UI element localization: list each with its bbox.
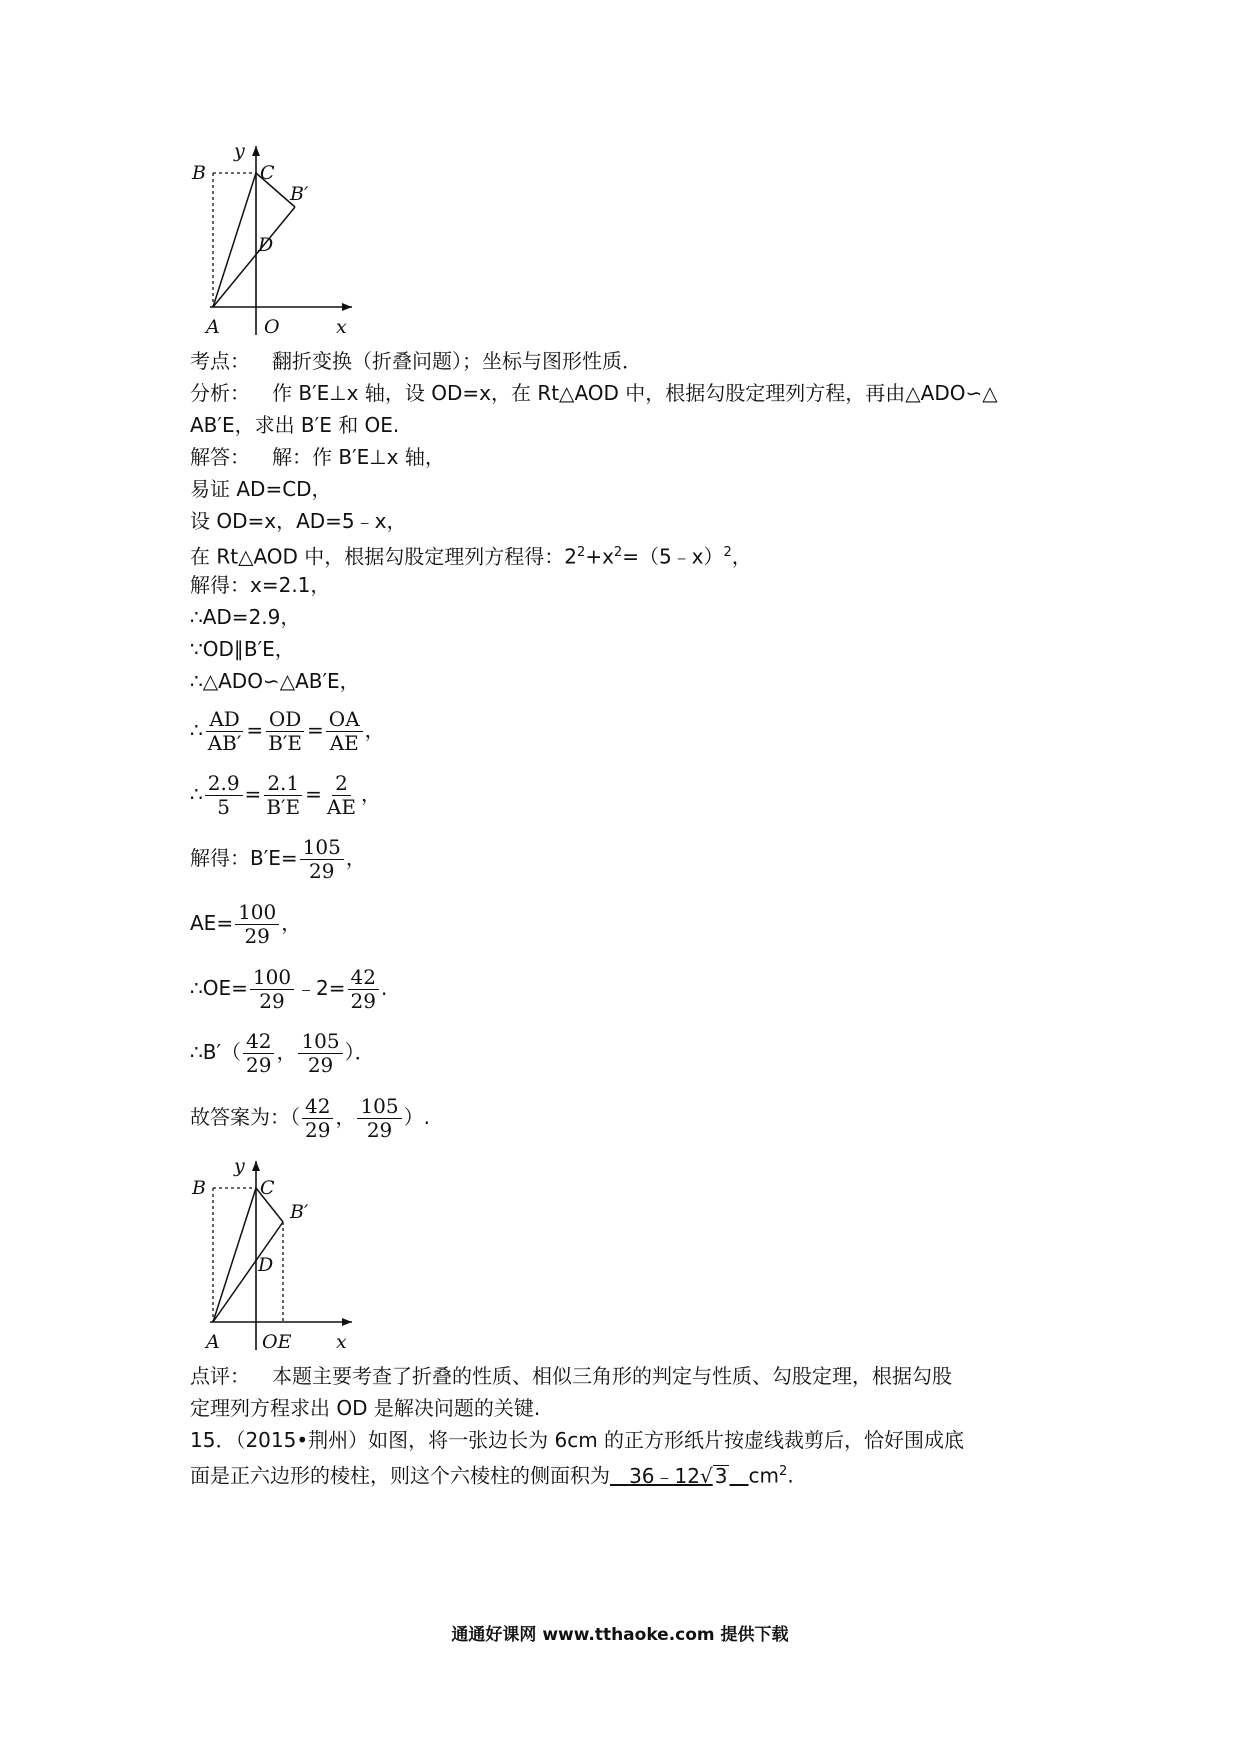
- fraction: [205, 772, 243, 819]
- fenxi-line-1: [190, 380, 998, 406]
- label-y: y: [234, 140, 245, 162]
- equals: =: [305, 782, 322, 806]
- numerator: 2.1: [264, 772, 302, 796]
- numerator: OA: [326, 708, 363, 732]
- comma: ，: [360, 782, 381, 806]
- exponent: 2: [779, 1464, 788, 1479]
- fraction: [298, 1030, 342, 1077]
- numerator: 42: [348, 966, 379, 990]
- numerator: OD: [266, 708, 304, 732]
- jieda-text-1: 解：作 B′E⊥x 轴，: [272, 445, 445, 469]
- ae-line: [190, 898, 301, 948]
- solve-text: 解得：B′E=: [190, 846, 298, 870]
- jieda-line-4-text: 在 Rt△AOD 中，根据勾股定理列方程得：2: [190, 544, 578, 569]
- comma: ，: [281, 911, 302, 935]
- footer: 通通好课网 www.tthaoke.com 提供下载: [451, 1625, 789, 1645]
- proportion-line-2: [190, 769, 381, 819]
- label-c: C: [260, 1177, 275, 1199]
- exponent: 2: [577, 545, 586, 560]
- b-prime-text: ∴B′（: [190, 1040, 241, 1064]
- answer-line: [190, 1092, 430, 1142]
- denominator: AB′: [207, 731, 242, 755]
- numerator: 100: [250, 966, 294, 990]
- fraction: [348, 966, 379, 1013]
- jieda-line-6: ∴AD=2.9，: [190, 605, 301, 629]
- denominator: 29: [350, 989, 376, 1013]
- proportion-line-1: [190, 705, 385, 755]
- label-b: B: [192, 162, 206, 184]
- fraction: [263, 772, 303, 819]
- kaodian-line: [190, 348, 642, 374]
- oe-text: ∴OE=: [190, 976, 248, 1000]
- denominator: 29: [305, 1118, 331, 1142]
- dianping-text-1: 本题主要考查了折叠的性质、相似三角形的判定与性质、勾股定理，根据勾股: [272, 1364, 952, 1388]
- jieda-line-2: 易证 AD=CD，: [190, 477, 332, 501]
- numerator: 42: [243, 1030, 274, 1054]
- equals: =: [307, 718, 324, 742]
- question-15-line-2: [190, 1459, 794, 1489]
- numerator: 2: [332, 772, 351, 796]
- b-prime-coord-line: [190, 1027, 375, 1077]
- denominator: AE: [326, 795, 356, 819]
- close-paren: ）.: [403, 1105, 430, 1129]
- dianping-line-2: 定理列方程求出 OD 是解决问题的关键.: [190, 1396, 541, 1420]
- fraction: [265, 708, 305, 755]
- period: .: [381, 976, 388, 1000]
- denominator: 29: [244, 924, 270, 948]
- label-b-prime: B′: [290, 1201, 309, 1223]
- comma: ，: [335, 1105, 356, 1129]
- sqrt-radicand: 3: [714, 1463, 728, 1488]
- denominator: AE: [329, 731, 359, 755]
- question-15-line-1: 15．（2015•荆州）如图，将一张边长为 6cm 的正方形纸片按虚线裁剪后，恰好围成底: [190, 1428, 965, 1452]
- label-x: x: [336, 1331, 347, 1353]
- jieda-line-4-text: ，: [731, 544, 752, 569]
- therefore-symbol: ∴: [190, 718, 203, 742]
- fraction: [302, 1095, 333, 1142]
- dianping-label: 点评：: [190, 1364, 250, 1388]
- numerator: 105: [357, 1095, 401, 1119]
- equals: =: [244, 782, 262, 806]
- unit: cm: [748, 1463, 780, 1488]
- numerator: AD: [206, 708, 242, 732]
- fraction: [326, 708, 363, 755]
- denominator: B′E: [268, 731, 303, 755]
- dianping-line-1: [190, 1363, 952, 1389]
- label-oe: OE: [262, 1331, 292, 1353]
- label-x: x: [336, 316, 347, 338]
- coordinate-figure-2: [180, 1155, 360, 1355]
- kaodian-label: 考点：: [190, 349, 250, 373]
- fraction: [243, 1030, 274, 1077]
- jieda-line-8: ∴△ADO∽△AB′E，: [190, 669, 360, 693]
- denominator: 29: [307, 1053, 334, 1077]
- comma: ，: [364, 718, 385, 742]
- ae-text: AE=: [190, 911, 234, 935]
- equals: =: [246, 718, 264, 742]
- answer-blank: 36﹣12√ 3: [629, 1463, 728, 1488]
- fraction: [357, 1095, 401, 1142]
- numerator: 105: [300, 836, 344, 860]
- denominator: 29: [309, 859, 335, 883]
- label-b: B: [192, 1177, 206, 1199]
- kaodian-text: 翻折变换（折叠问题）；坐标与图形性质．: [272, 349, 642, 373]
- answer-text: 故答案为：（: [190, 1105, 300, 1129]
- minus-text: ﹣2=: [296, 976, 346, 1000]
- jieda-label: 解答：: [190, 445, 250, 469]
- close-paren: ）．: [344, 1040, 375, 1064]
- solve-be-line: [190, 833, 366, 883]
- denominator: B′E: [266, 795, 301, 819]
- label-a: A: [206, 316, 220, 338]
- fenxi-line-2: AB′E，求出 B′E 和 OE.: [190, 413, 400, 437]
- jieda-line-4-text: +x: [585, 544, 614, 569]
- denominator: 29: [366, 1118, 393, 1142]
- fraction: [205, 708, 245, 755]
- coordinate-figure-1: [180, 140, 360, 340]
- label-d: D: [258, 1254, 274, 1276]
- numerator: 105: [298, 1030, 342, 1054]
- answer-value: 36﹣12: [629, 1463, 700, 1488]
- comma: ，: [345, 846, 366, 870]
- numerator: 42: [302, 1095, 333, 1119]
- jieda-line-4: [190, 540, 752, 570]
- jieda-line-5: 解得：x=2.1，: [190, 573, 331, 597]
- jieda-line-1: [190, 444, 445, 470]
- label-b-prime: B′: [290, 183, 309, 205]
- label-c: C: [260, 162, 275, 184]
- fraction: [324, 772, 359, 819]
- numerator: 100: [235, 901, 279, 925]
- period: .: [787, 1463, 794, 1488]
- label-d: D: [258, 234, 274, 256]
- fraction: [300, 836, 344, 883]
- denominator: 5: [217, 795, 230, 819]
- oe-line: [190, 963, 387, 1013]
- fenxi-label: 分析：: [190, 381, 250, 405]
- fraction: [235, 901, 279, 948]
- fenxi-text-1: 作 B′E⊥x 轴，设 OD=x，在 Rt△AOD 中，根据勾股定理列方程，再由△ADO∽△: [272, 381, 998, 405]
- exponent: 2: [723, 545, 732, 560]
- question-15-text: 面是正六边形的棱柱，则这个六棱柱的侧面积为: [190, 1463, 610, 1488]
- therefore-symbol: ∴: [190, 782, 203, 806]
- label-y: y: [234, 1155, 245, 1177]
- label-o: O: [264, 316, 280, 338]
- label-a: A: [206, 1331, 220, 1353]
- jieda-line-3: 设 OD=x，AD=5﹣x，: [190, 509, 407, 533]
- jieda-line-4-text: =（5﹣x）: [622, 544, 724, 569]
- numerator: 2.9: [205, 772, 243, 796]
- exponent: 2: [613, 545, 623, 560]
- comma: ，: [276, 1040, 297, 1064]
- denominator: 29: [259, 989, 285, 1013]
- denominator: 29: [246, 1053, 272, 1077]
- fraction: [250, 966, 294, 1013]
- jieda-line-7: ∵OD∥B′E，: [190, 637, 295, 661]
